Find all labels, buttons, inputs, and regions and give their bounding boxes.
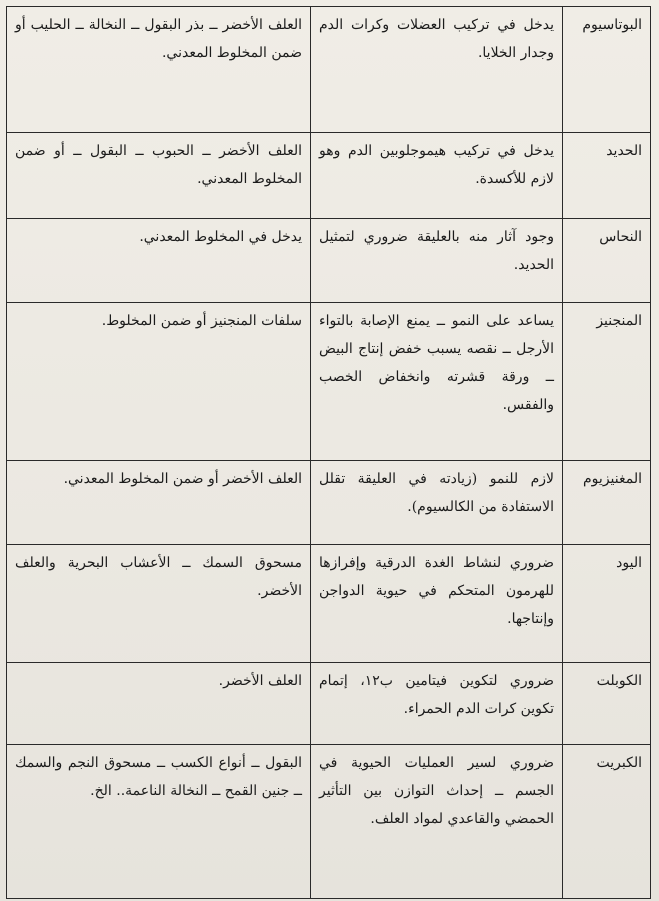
table-row: [7, 745, 651, 899]
table-row: [7, 303, 651, 461]
mineral-sources: سلفات المنجنيز أو ضمن المخلوط.: [7, 303, 311, 461]
minerals-table: [6, 6, 651, 899]
mineral-sources: يدخل في المخلوط المعدني.: [7, 219, 311, 303]
mineral-role: ضروري لنشاط الغدة الدرقية وإفرازها للهرمون المتحكم في حيوية الدواجن وإنتاجها.: [311, 545, 563, 663]
mineral-sources: العلف الأخضر.: [7, 663, 311, 745]
table-row: [7, 133, 651, 219]
mineral-role: يدخل في تركيب هيموجلوبين الدم وهو لازم للأكسدة.: [311, 133, 563, 219]
mineral-name: النحاس: [563, 219, 651, 303]
mineral-role: يساعد على النمو ــ يمنع الإصابة بالتواء الأرجل ــ نقصه يسبب خفض إنتاج البيض ــ ورقة قشرته وانخفاض الخصب والفقس.: [311, 303, 563, 461]
mineral-name: البوتاسيوم: [563, 7, 651, 133]
mineral-sources: البقول ــ أنواع الكسب ــ مسحوق النجم والسمك ــ جنين القمح ــ النخالة الناعمة.. الخ.: [7, 745, 311, 899]
mineral-role: ضروري لسير العمليات الحيوية في الجسم ــ إحداث التوازن بين التأثير الحمضي والقاعدي لمواد العلف.: [311, 745, 563, 899]
mineral-name: الحديد: [563, 133, 651, 219]
mineral-role: يدخل في تركيب العضلات وكرات الدم وجدار الخلايا.: [311, 7, 563, 133]
mineral-name: اليود: [563, 545, 651, 663]
mineral-name: المنجنيز: [563, 303, 651, 461]
mineral-name: المغنيزيوم: [563, 461, 651, 545]
mineral-role: لازم للنمو (زيادته في العليقة تقلل الاستفادة من الكالسيوم).: [311, 461, 563, 545]
table-row: [7, 219, 651, 303]
table-row: [7, 545, 651, 663]
mineral-role: وجود آثار منه بالعليقة ضروري لتمثيل الحديد.: [311, 219, 563, 303]
mineral-role: ضروري لتكوين فيتامين ب١٢، إتمام تكوين كرات الدم الحمراء.: [311, 663, 563, 745]
mineral-sources: العلف الأخضر ــ بذر البقول ــ النخالة ــ الحليب أو ضمن المخلوط المعدني.: [7, 7, 311, 133]
mineral-sources: العلف الأخضر أو ضمن المخلوط المعدني.: [7, 461, 311, 545]
mineral-sources: مسحوق السمك ــ الأعشاب البحرية والعلف الأخضر.: [7, 545, 311, 663]
mineral-sources: العلف الأخضر ــ الحبوب ــ البقول ــ أو ضمن المخلوط المعدني.: [7, 133, 311, 219]
table-row: [7, 461, 651, 545]
table-row: [7, 663, 651, 745]
table-row: [7, 7, 651, 133]
mineral-name: الكبريت: [563, 745, 651, 899]
mineral-name: الكوبلت: [563, 663, 651, 745]
